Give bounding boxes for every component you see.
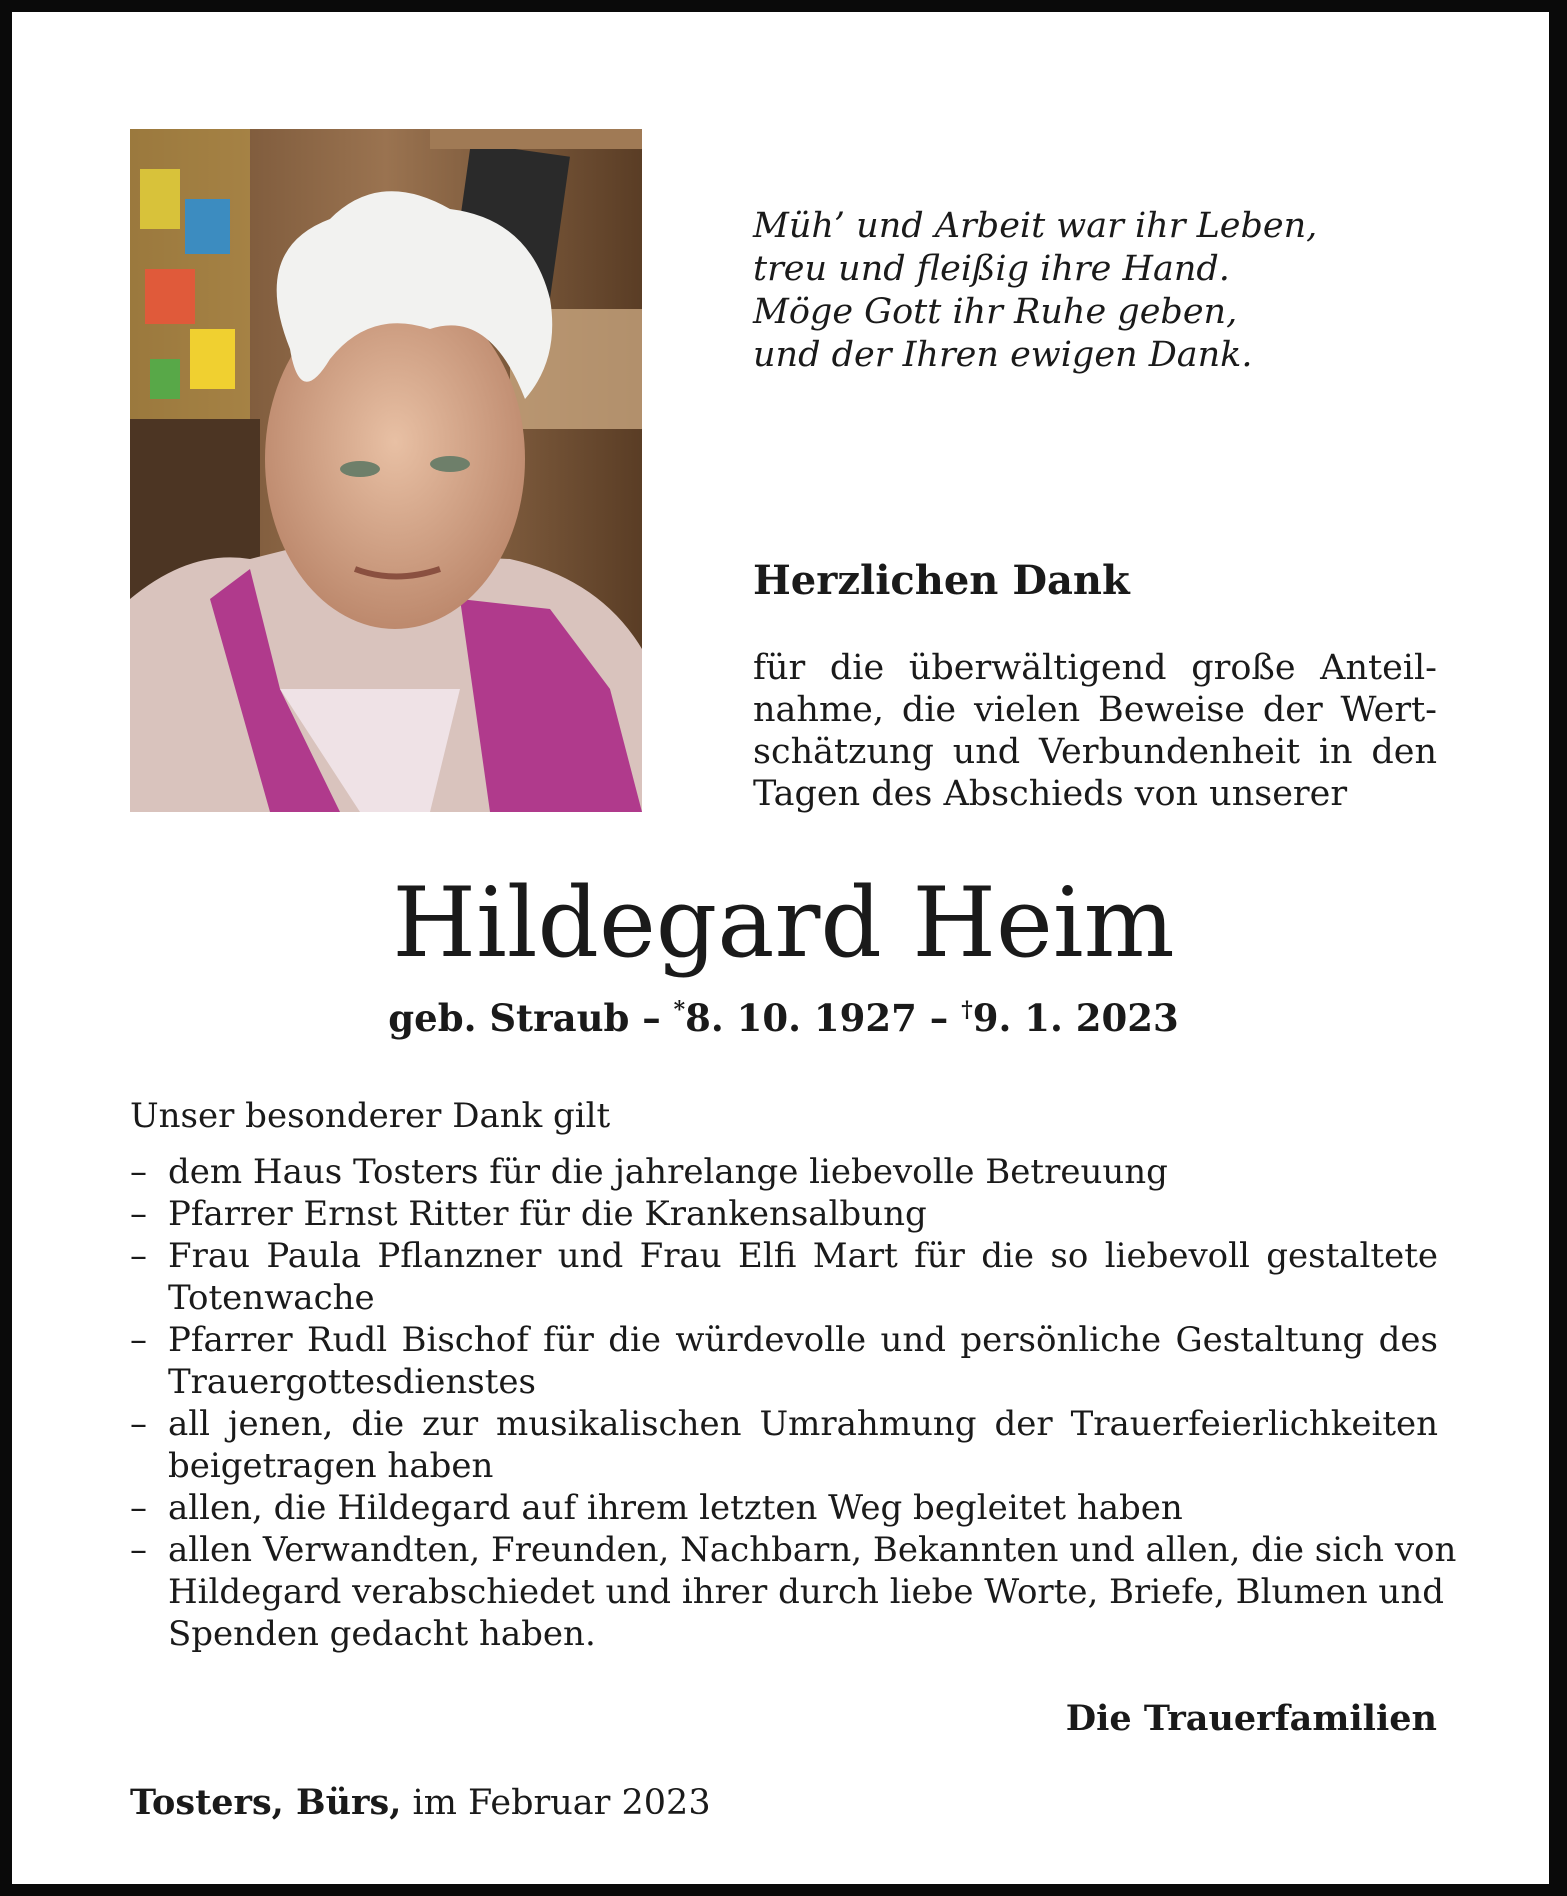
portrait-illustration [130,129,642,812]
death-symbol: † [961,997,973,1023]
list-item [130,1529,1457,1655]
place-towns: Tosters, Bürs, [130,1782,402,1823]
thanks-line: für die überwältigend große Anteil- [753,648,1437,688]
dash-bullet: – [130,1320,147,1360]
thanks-line: nahme, die vielen Beweise der Wert- [753,690,1437,730]
list-item [130,1403,1438,1487]
list-item-line: allen, die Hildegard auf ihrem letzten Weg begleitet haben [168,1488,1183,1528]
poem-line: Müh’ und Arbeit war ihr Leben, [753,206,1318,246]
dash-bullet: – [130,1530,147,1570]
list-item-line: Trauergottesdienstes [168,1362,536,1402]
list-item [130,1487,1438,1529]
thanks-line: Tagen des Abschieds von unserer [753,774,1348,814]
signature: Die Trauerfamilien [1065,1698,1437,1739]
dash-bullet: – [130,1194,147,1234]
list-item [130,1319,1438,1403]
poem-line: Möge Gott ihr Ruhe geben, [753,292,1238,332]
list-item-line: beigetragen haben [168,1446,494,1486]
dash-bullet: – [130,1152,147,1192]
list-item-line: Hildegard verabschiedet und ihrer durch liebe Worte, Briefe, Blumen und [168,1572,1444,1612]
born-name: geb. Straub – [388,996,661,1040]
poem [753,205,1453,377]
list-item [130,1193,1438,1235]
list-item-line: Spenden gedacht haben. [168,1614,596,1654]
dash-bullet: – [130,1488,147,1528]
thanks-paragraph [753,647,1437,815]
poem-line: treu und fleißig ihre Hand. [753,249,1230,289]
list-item-line: Pfarrer Ernst Ritter für die Krankensalbung [168,1194,927,1234]
portrait-photo [130,129,642,812]
list-item-line: Pfarrer Rudl Bischof für die würdevolle und persönliche Gestaltung des [168,1320,1438,1360]
place-and-date [130,1781,711,1825]
thanks-heading: Herzlichen Dank [753,557,1130,604]
poem-line: und der Ihren ewigen Dank. [753,335,1253,375]
deceased-name: Hildegard Heim [392,867,1175,979]
birth-date: 8. 10. 1927 – [685,996,949,1040]
dash-bullet: – [130,1404,147,1444]
thanks-line: schätzung und Verbundenheit in den [753,732,1437,772]
place-date: im Februar 2023 [412,1783,711,1823]
list-item-line: allen Verwandten, Freunden, Nachbarn, Bekannten und allen, die sich von [168,1530,1457,1570]
list-item [130,1151,1438,1193]
list-item-line: Frau Paula Pflanzner und Frau Elfi Mart für die so liebevoll gestaltete [168,1236,1438,1276]
birth-symbol: * [673,997,686,1023]
dash-bullet: – [130,1236,147,1276]
death-date: 9. 1. 2023 [972,996,1179,1040]
life-dates [0,995,1567,1041]
list-item [130,1235,1438,1319]
acknowledgement-intro: Unser besonderer Dank gilt [130,1096,611,1136]
list-item-line: Totenwache [168,1278,375,1318]
list-item-line: all jenen, die zur musikalischen Umrahmung der Trauerfeierlichkeiten [168,1404,1438,1444]
acknowledgement-list [130,1151,1457,1655]
list-item-line: dem Haus Tosters für die jahrelange liebevolle Betreuung [168,1152,1168,1192]
